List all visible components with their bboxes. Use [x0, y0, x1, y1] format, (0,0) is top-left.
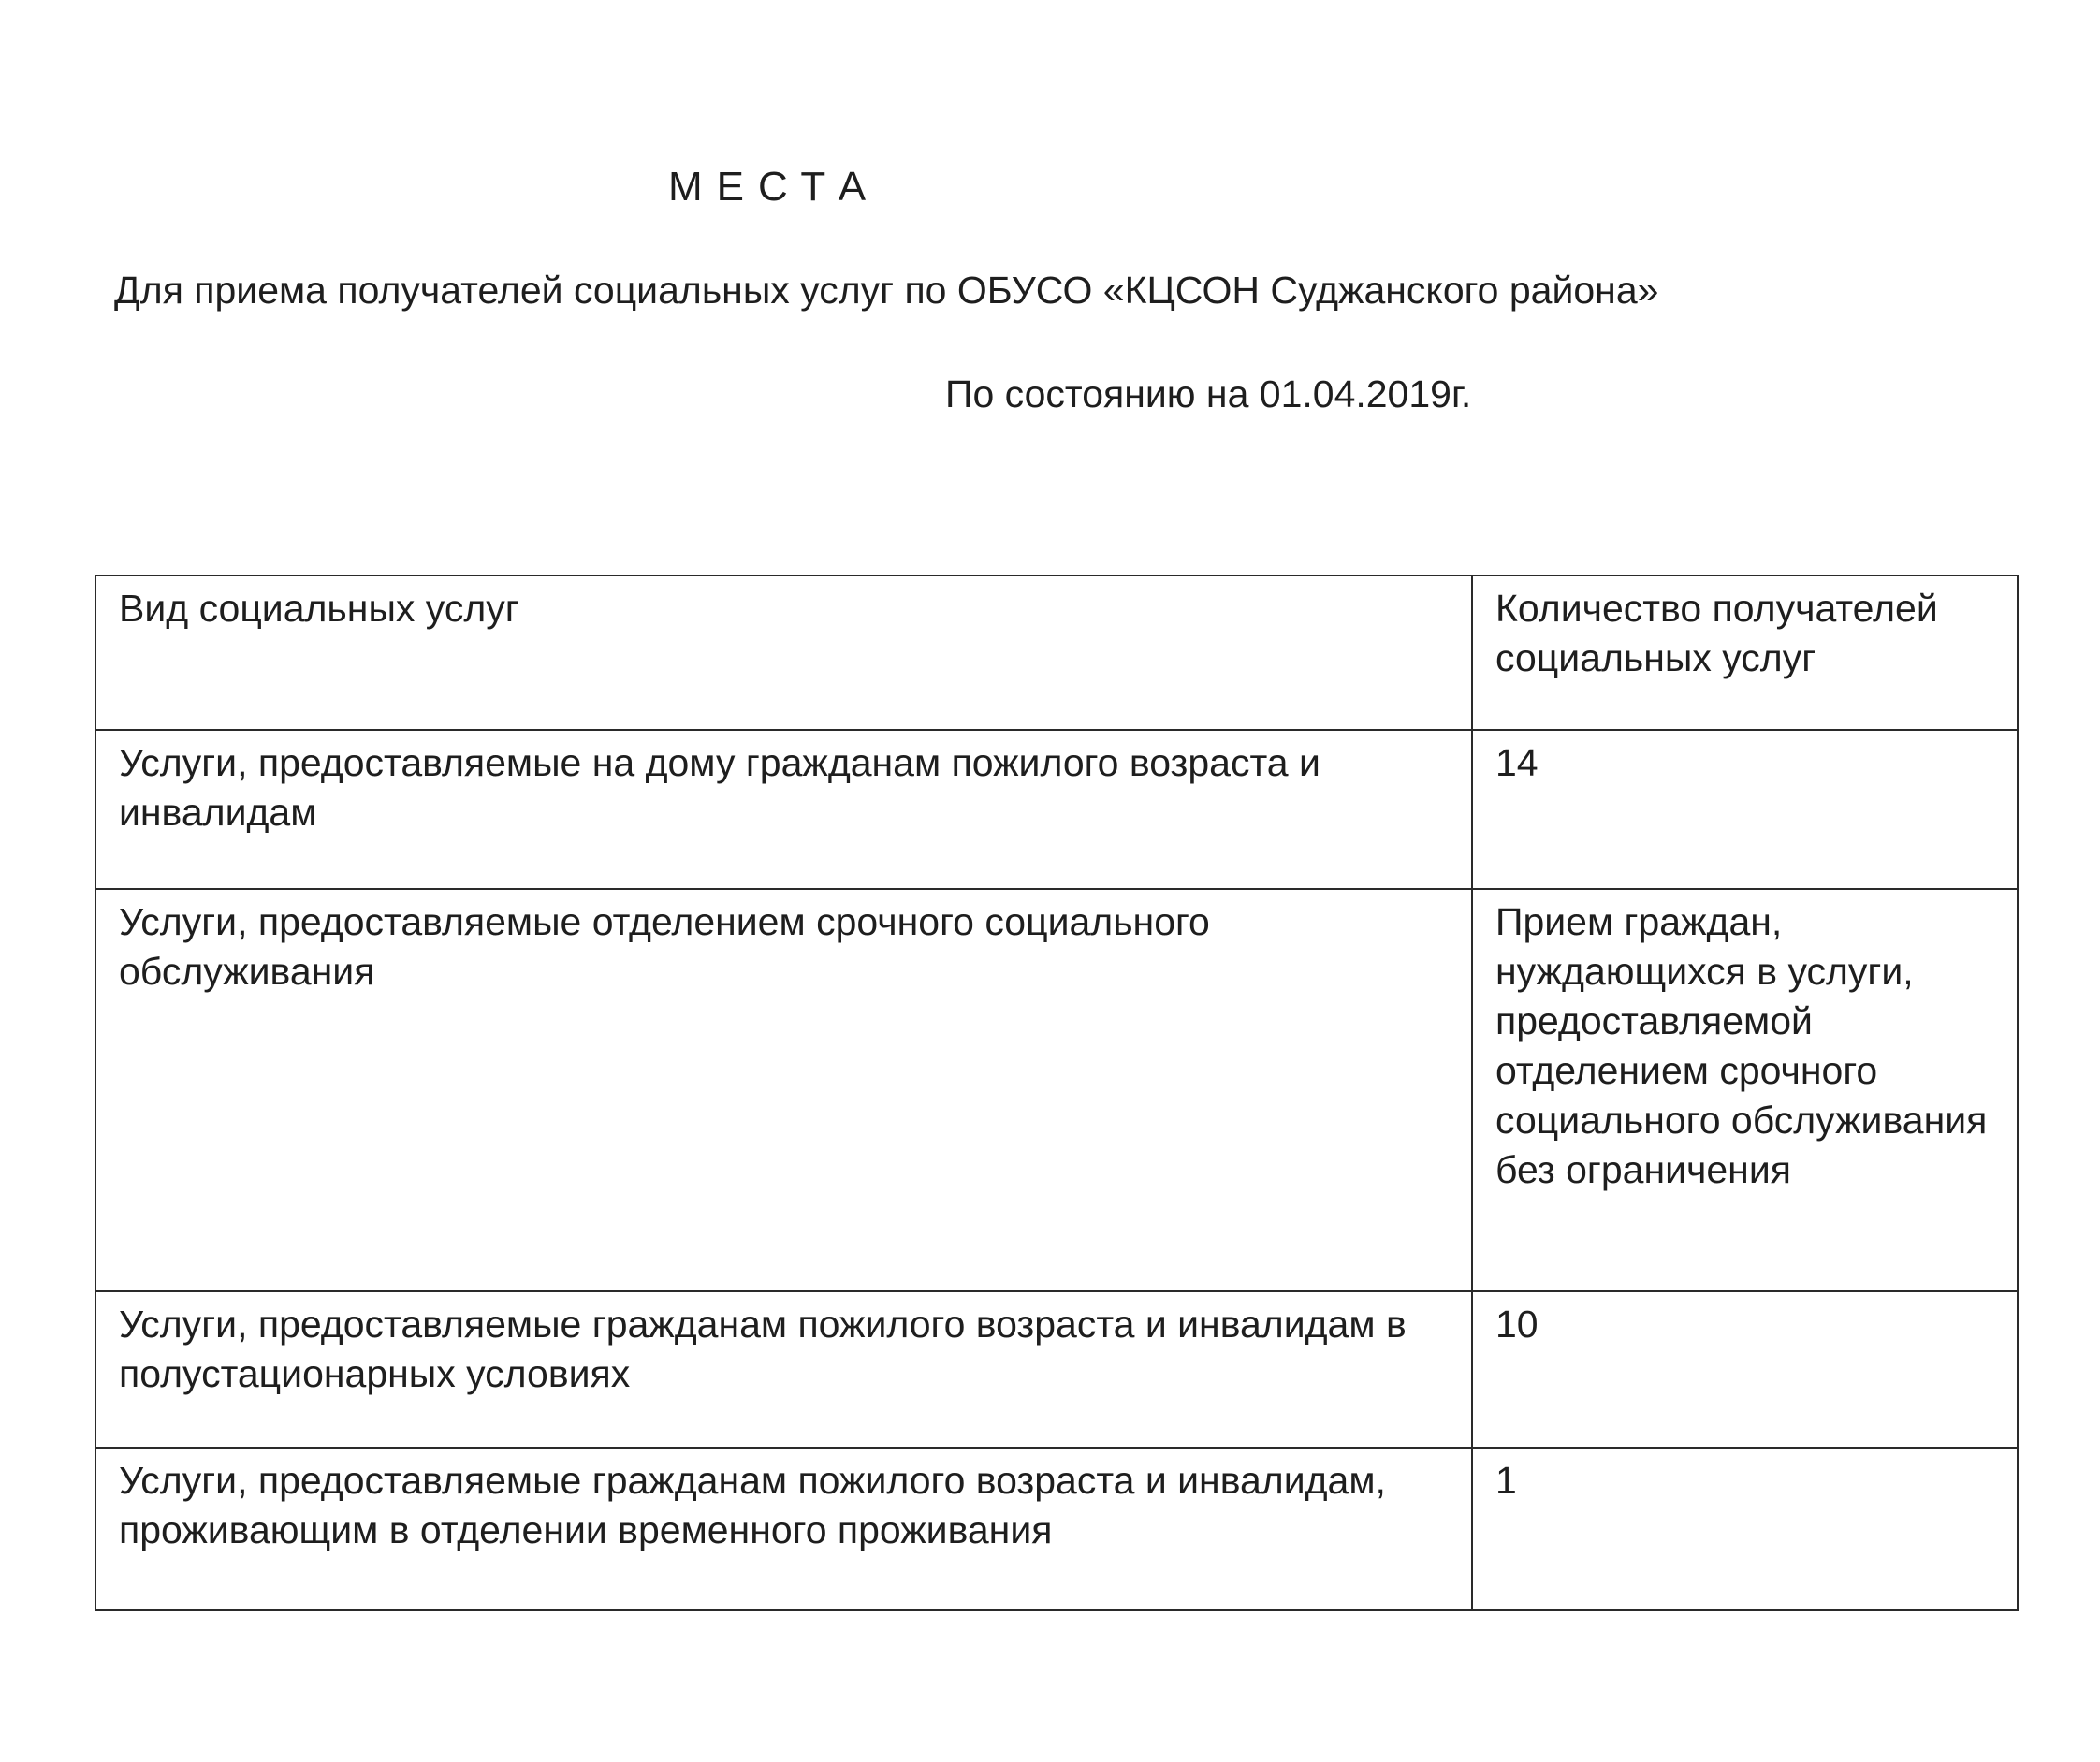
- header-service-type: Вид социальных услуг: [95, 575, 1472, 730]
- service-cell: Услуги, предоставляемые гражданам пожилого возраста и инвалидам, проживающим в отделении временного проживания: [95, 1448, 1472, 1610]
- header-recipient-count: Количество получателей социальных услуг: [1472, 575, 2018, 730]
- table-row: [95, 1291, 2018, 1448]
- count-cell: Прием граждан, нуждающихся в услуги, предоставляемой отделением срочного социального обслуживания без ограничения: [1472, 889, 2018, 1291]
- service-cell: Услуги, предоставляемые отделением срочного социального обслуживания: [95, 889, 1472, 1291]
- service-cell: Услуги, предоставляемые на дому гражданам пожилого возраста и инвалидам: [95, 730, 1472, 889]
- service-cell: Услуги, предоставляемые гражданам пожилого возраста и инвалидам в полустационарных условиях: [95, 1291, 1472, 1448]
- document-title: МЕСТА: [668, 164, 881, 210]
- count-cell: 10: [1472, 1291, 2018, 1448]
- count-cell: 14: [1472, 730, 2018, 889]
- table-header-row: [95, 575, 2018, 730]
- count-cell: 1: [1472, 1448, 2018, 1610]
- table-row: [95, 1448, 2018, 1610]
- status-date: По состоянию на 01.04.2019г.: [945, 372, 1472, 415]
- document-subtitle: Для приема получателей социальных услуг по ОБУСО «КЦСОН Суджанского района»: [114, 269, 1659, 312]
- table-row: [95, 730, 2018, 889]
- services-table: [95, 575, 2019, 1611]
- table-row: [95, 889, 2018, 1291]
